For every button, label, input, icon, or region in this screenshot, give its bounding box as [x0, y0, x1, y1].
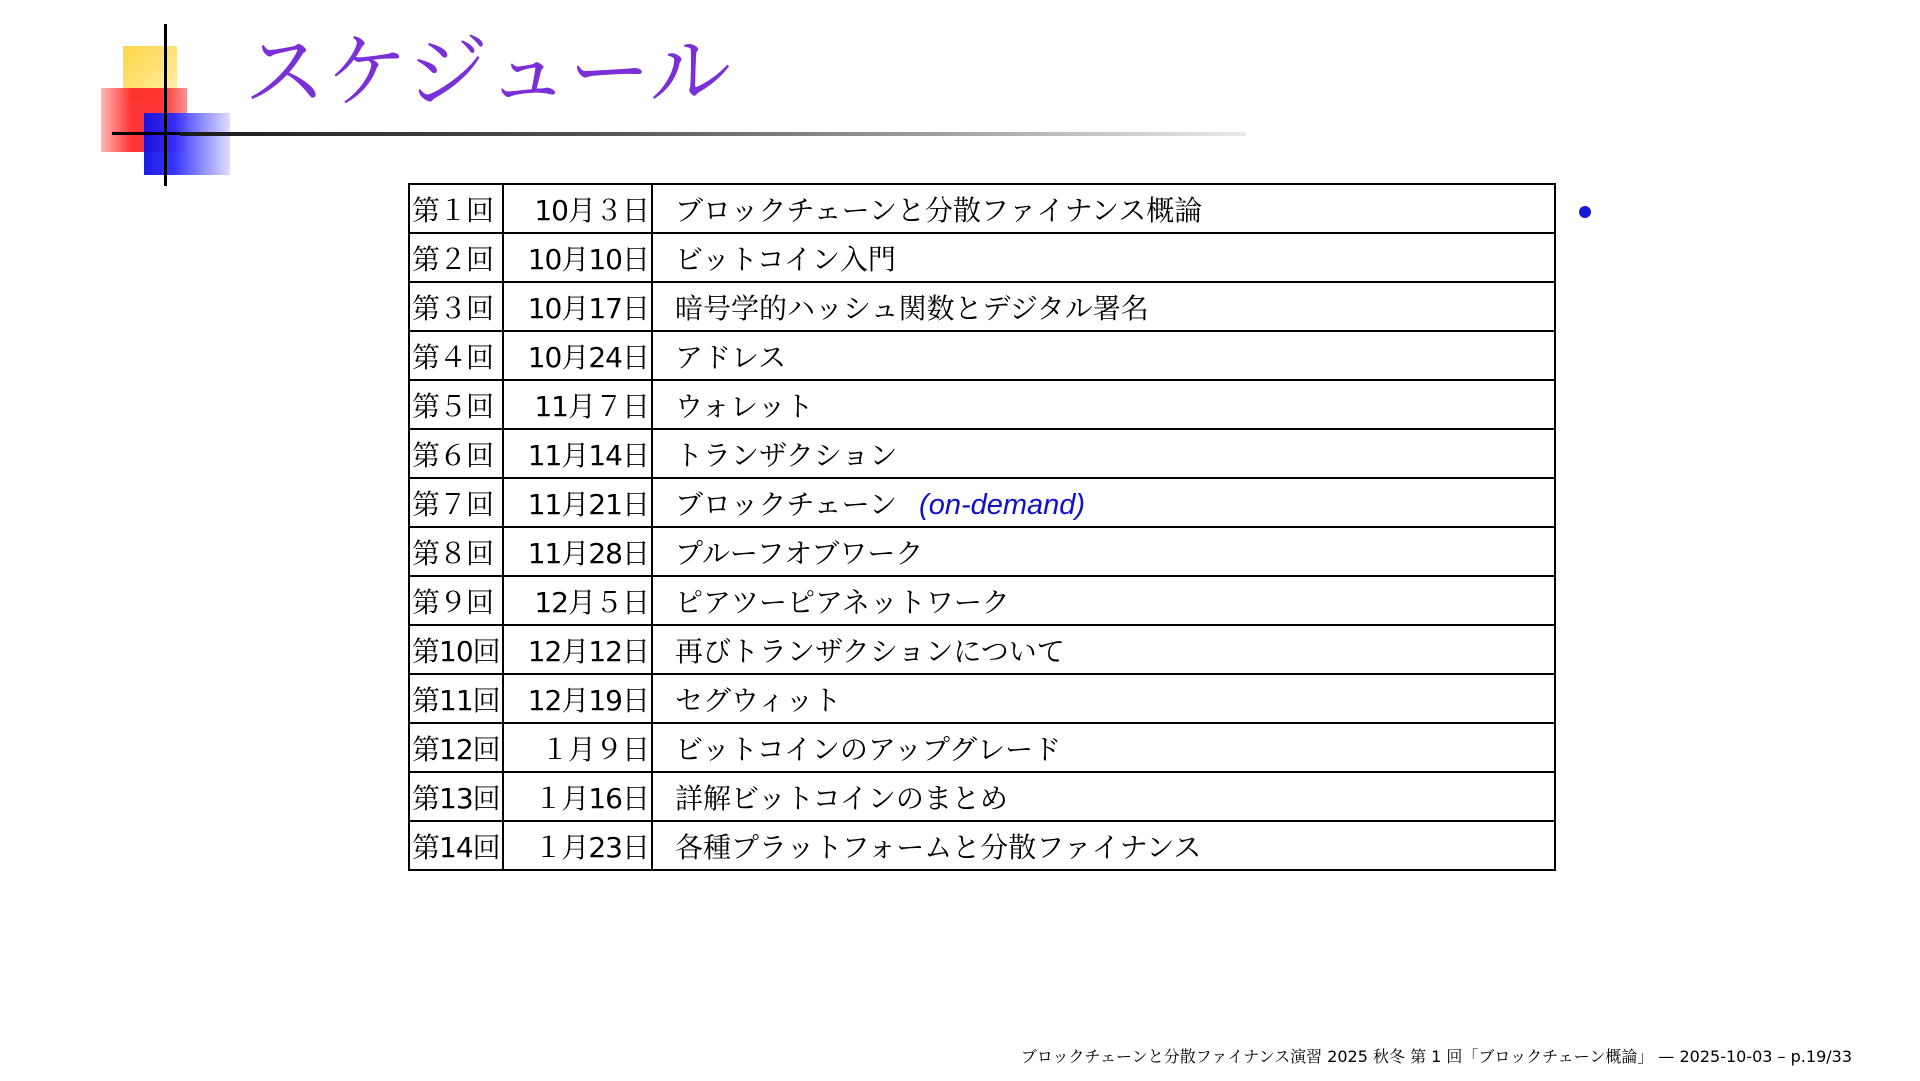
session-topic-cell: [652, 478, 1555, 527]
session-number-cell: 第14回: [409, 821, 503, 870]
table-row: [409, 625, 1555, 674]
session-topic-text: ビットコイン入門: [675, 242, 896, 276]
session-topic-text: ブロックチェーン: [675, 487, 898, 521]
title-underline-rule: [180, 132, 1246, 136]
session-topic-text: アドレス: [675, 340, 787, 374]
schedule-table: [408, 183, 1556, 871]
session-topic-text: 各種プラットフォームと分散ファイナンス: [675, 830, 1202, 864]
session-topic-text: ピアツーピアネットワーク: [675, 585, 1010, 619]
table-row: [409, 723, 1555, 772]
session-number-cell: 第10回: [409, 625, 503, 674]
table-row: [409, 576, 1555, 625]
session-topic-cell: [652, 331, 1555, 380]
session-number-cell: 第３回: [409, 282, 503, 331]
table-row: [409, 527, 1555, 576]
session-topic-text: 再びトランザクションについて: [675, 634, 1065, 668]
logo-blue-square: [144, 113, 230, 175]
schedule-table-body: [409, 184, 1555, 870]
session-date-cell: 11月７日: [503, 380, 652, 429]
table-row: [409, 674, 1555, 723]
session-topic-cell: [652, 282, 1555, 331]
session-number-cell: 第９回: [409, 576, 503, 625]
session-date-cell: １月23日: [503, 821, 652, 870]
session-date-cell: 12月５日: [503, 576, 652, 625]
session-date-cell: 11月21日: [503, 478, 652, 527]
session-topic-text: ブロックチェーンと分散ファイナンス概論: [675, 193, 1203, 227]
session-topic-text: ウォレット: [675, 389, 814, 423]
session-topic-cell: [652, 233, 1555, 282]
table-row: [409, 772, 1555, 821]
table-row: [409, 233, 1555, 282]
logo-cross-vertical: [164, 24, 167, 186]
table-row: [409, 429, 1555, 478]
slide-footer: ブロックチェーンと分散ファイナンス演習 2025 秋冬 第 1 回「ブロックチェーン概論」 — 2025-10-03 – p.19/33: [1020, 1047, 1852, 1066]
session-date-cell: 10月10日: [503, 233, 652, 282]
session-topic-text: セグウィット: [675, 683, 842, 717]
session-topic-text: トランザクション: [675, 438, 898, 472]
table-row: [409, 282, 1555, 331]
session-topic-cell: [652, 527, 1555, 576]
session-date-cell: １月16日: [503, 772, 652, 821]
bullet-icon: [1579, 206, 1591, 218]
session-note-text: (on-demand): [919, 488, 1086, 521]
session-number-cell: 第７回: [409, 478, 503, 527]
session-number-cell: 第６回: [409, 429, 503, 478]
session-date-cell: 10月24日: [503, 331, 652, 380]
session-topic-cell: [652, 576, 1555, 625]
session-topic-cell: [652, 184, 1555, 233]
table-row: [409, 184, 1555, 233]
session-topic-cell: [652, 625, 1555, 674]
session-number-cell: 第13回: [409, 772, 503, 821]
session-date-cell: 11月14日: [503, 429, 652, 478]
session-number-cell: 第11回: [409, 674, 503, 723]
session-topic-cell: [652, 380, 1555, 429]
session-number-cell: 第５回: [409, 380, 503, 429]
table-row: [409, 821, 1555, 870]
table-row: [409, 331, 1555, 380]
session-number-cell: 第４回: [409, 331, 503, 380]
session-topic-text: プルーフオブワーク: [675, 536, 924, 570]
session-topic-cell: [652, 723, 1555, 772]
session-topic-text: 暗号学的ハッシュ関数とデジタル署名: [675, 291, 1149, 325]
session-date-cell: 12月19日: [503, 674, 652, 723]
session-date-cell: １月９日: [503, 723, 652, 772]
session-date-cell: 12月12日: [503, 625, 652, 674]
session-number-cell: 第１回: [409, 184, 503, 233]
session-date-cell: 10月17日: [503, 282, 652, 331]
session-number-cell: 第８回: [409, 527, 503, 576]
session-topic-text: 詳解ビットコインのまとめ: [675, 781, 1008, 815]
session-topic-cell: [652, 429, 1555, 478]
session-topic-cell: [652, 772, 1555, 821]
session-topic-text: ビットコインのアップグレード: [675, 732, 1062, 766]
slide-logo-decoration: [0, 0, 240, 200]
session-date-cell: 11月28日: [503, 527, 652, 576]
slide-title: スケジュール: [244, 25, 732, 120]
session-topic-cell: [652, 821, 1555, 870]
session-number-cell: 第２回: [409, 233, 503, 282]
table-row: [409, 380, 1555, 429]
session-topic-cell: [652, 674, 1555, 723]
session-date-cell: 10月３日: [503, 184, 652, 233]
session-number-cell: 第12回: [409, 723, 503, 772]
table-row: [409, 478, 1555, 527]
